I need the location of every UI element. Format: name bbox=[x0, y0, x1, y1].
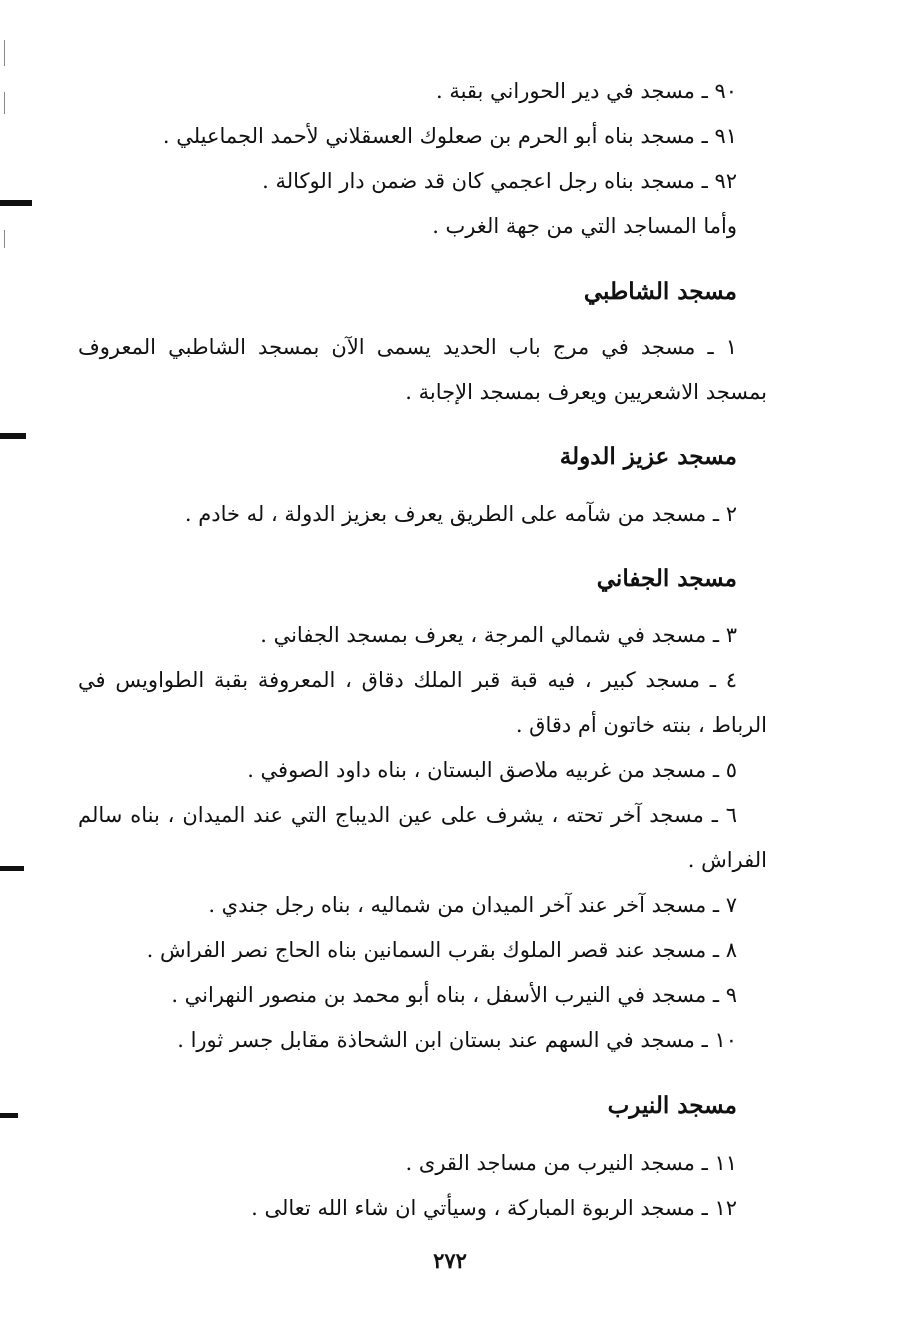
margin-mark bbox=[0, 200, 32, 206]
margin-mark bbox=[0, 433, 26, 439]
list-item-5: ٥ ـ مسجد من غربيه ملاصق البستان ، بناه داود الصوفي . bbox=[247, 758, 737, 782]
west-mosques-intro: وأما المساجد التي من جهة الغرب . bbox=[432, 214, 737, 238]
section-heading-shatibi: مسجد الشاطبي bbox=[583, 278, 737, 305]
list-item-11: ١١ ـ مسجد النيرب من مساجد القرى . bbox=[405, 1151, 737, 1175]
page-number: ٢٧٢ bbox=[433, 1248, 467, 1273]
margin-tick bbox=[4, 40, 5, 66]
section-heading-aziz-al-dawla: مسجد عزيز الدولة bbox=[559, 443, 737, 470]
text-line-92: ٩٢ ـ مسجد بناه رجل اعجمي كان قد ضمن دار الوكالة . bbox=[262, 169, 737, 193]
margin-tick bbox=[4, 230, 5, 248]
list-item-4-line2: الرباط ، بنته خاتون أم دقاق . bbox=[515, 713, 767, 737]
margin-tick bbox=[4, 92, 5, 114]
list-item-1-line2: بمسجد الاشعريين ويعرف بمسجد الإجابة . bbox=[405, 380, 767, 404]
list-item-7: ٧ ـ مسجد آخر عند آخر الميدان من شماليه ، بناه رجل جندي . bbox=[208, 893, 737, 917]
list-item-12: ١٢ ـ مسجد الربوة المباركة ، وسيأتي ان شاء الله تعالى . bbox=[251, 1196, 737, 1220]
list-item-1-line1: ١ ـ مسجد في مرج باب الحديد يسمى الآن بمسجد الشاطبي المعروف bbox=[78, 335, 737, 359]
list-item-10: ١٠ ـ مسجد في السهم عند بستان ابن الشحاذة مقابل جسر ثورا . bbox=[177, 1028, 737, 1052]
text-line-91: ٩١ ـ مسجد بناه أبو الحرم بن صعلوك العسقلاني لأحمد الجماعيلي . bbox=[162, 124, 737, 148]
list-item-9: ٩ ـ مسجد في النيرب الأسفل ، بناه أبو محمد بن منصور النهراني . bbox=[171, 983, 737, 1007]
margin-mark bbox=[0, 866, 24, 871]
list-item-6-line1: ٦ ـ مسجد آخر تحته ، يشرف على عين الديباج التي عند الميدان ، بناه سالم bbox=[78, 803, 737, 827]
section-heading-jafani: مسجد الجفاني bbox=[596, 565, 737, 592]
list-item-3: ٣ ـ مسجد في شمالي المرجة ، يعرف بمسجد الجفاني . bbox=[260, 623, 737, 647]
margin-mark bbox=[0, 1113, 18, 1118]
list-item-2: ٢ ـ مسجد من شآمه على الطريق يعرف بعزيز الدولة ، له خادم . bbox=[184, 502, 737, 526]
list-item-4-line1: ٤ ـ مسجد كبير ، فيه قبة قبر الملك دقاق ، المعروفة بقبة الطواويس في bbox=[78, 668, 737, 692]
text-line-90: ٩٠ ـ مسجد في دير الحوراني بقبة . bbox=[435, 79, 737, 103]
section-heading-nayrab: مسجد النيرب bbox=[607, 1092, 737, 1119]
list-item-6-line2: الفراش . bbox=[687, 848, 767, 872]
list-item-8: ٨ ـ مسجد عند قصر الملوك بقرب السمانين بناه الحاج نصر الفراش . bbox=[146, 938, 737, 962]
